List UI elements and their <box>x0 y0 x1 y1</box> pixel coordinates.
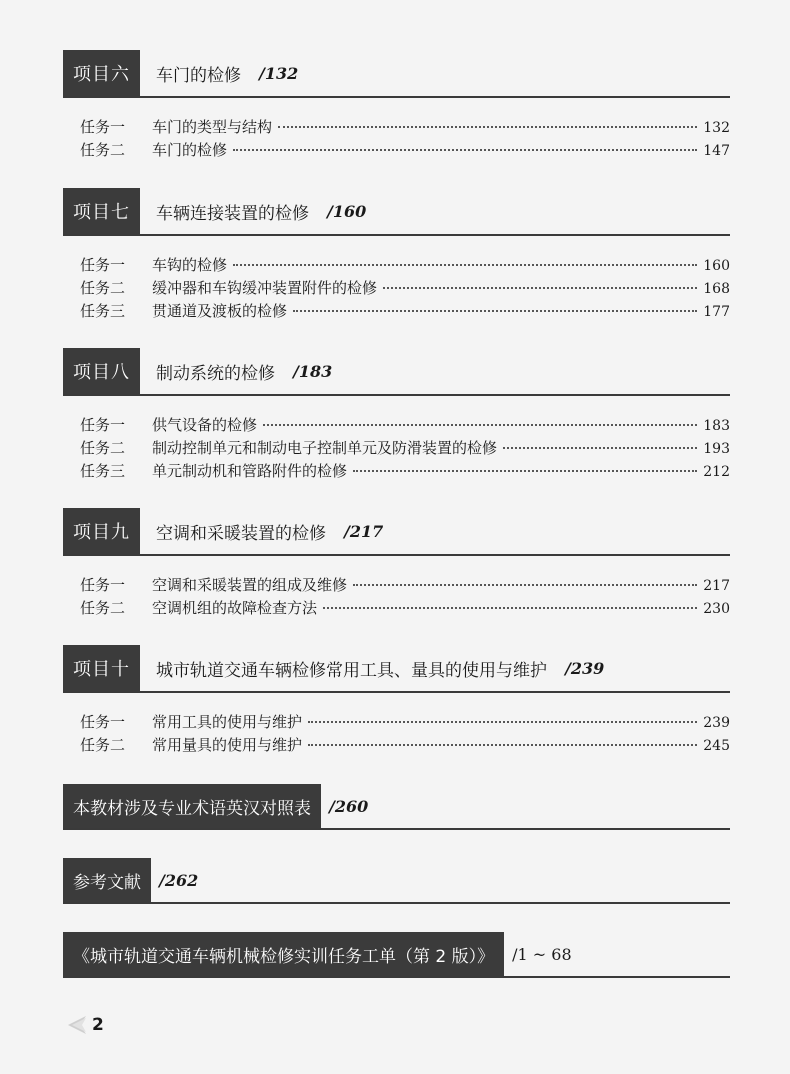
dot-leader <box>263 424 697 426</box>
task-number: 任务二 <box>80 599 126 617</box>
dot-leader <box>353 584 697 586</box>
task-page: 183 <box>703 418 730 434</box>
task-page: 177 <box>703 304 730 320</box>
task-list <box>63 254 730 323</box>
project-header <box>63 50 730 98</box>
appendix-header[interactable] <box>63 784 730 830</box>
task-title: 空调和采暖装置的组成及维修 <box>152 576 348 594</box>
task-page: 212 <box>703 464 730 480</box>
project-title: 车门的检修 <box>156 65 241 86</box>
appendix-glossary <box>63 784 730 830</box>
project-label: 项目九 <box>63 508 140 554</box>
appendix-label: 本教材涉及专业术语英汉对照表 <box>63 784 321 828</box>
project-title: 车辆连接装置的检修 <box>156 203 309 224</box>
task-page: 245 <box>703 738 730 754</box>
task-row[interactable] <box>80 437 730 460</box>
task-list <box>63 414 730 483</box>
task-row[interactable] <box>80 277 730 300</box>
appendix-label: 《城市轨道交通车辆机械检修实训任务工单（第 2 版）》 <box>63 932 504 976</box>
task-page: 160 <box>703 258 730 274</box>
task-number: 任务一 <box>80 416 126 434</box>
task-row[interactable] <box>80 460 730 483</box>
task-number: 任务一 <box>80 576 126 594</box>
task-title: 车门的类型与结构 <box>152 118 273 136</box>
task-row[interactable] <box>80 300 730 323</box>
project-page: /160 <box>327 201 367 221</box>
task-page: 147 <box>703 143 730 159</box>
task-number: 任务三 <box>80 302 126 320</box>
page-footer <box>66 1014 104 1036</box>
task-title: 车钩的检修 <box>152 256 228 274</box>
task-title: 缓冲器和车钩缓冲装置附件的检修 <box>152 279 378 297</box>
project-page: /183 <box>293 361 333 381</box>
project-header <box>63 645 730 693</box>
project-header <box>63 508 730 556</box>
task-list <box>63 711 730 757</box>
project-header <box>63 348 730 396</box>
task-row[interactable] <box>80 139 730 162</box>
task-number: 任务二 <box>80 279 126 297</box>
appendix-label: 参考文献 <box>63 858 151 902</box>
project-title: 城市轨道交通车辆检修常用工具、量具的使用与维护 <box>156 660 547 681</box>
task-title: 常用量具的使用与维护 <box>152 736 303 754</box>
task-title: 供气设备的检修 <box>152 416 258 434</box>
dot-leader <box>383 287 697 289</box>
project-page: /217 <box>344 521 384 541</box>
dot-leader <box>323 607 697 609</box>
dot-leader <box>308 721 697 723</box>
task-row[interactable] <box>80 734 730 757</box>
task-row[interactable] <box>80 711 730 734</box>
task-number: 任务二 <box>80 439 126 457</box>
project-label: 项目十 <box>63 645 140 691</box>
task-number: 任务一 <box>80 118 126 136</box>
project-6 <box>63 50 730 162</box>
task-title: 单元制动机和管路附件的检修 <box>152 462 348 480</box>
task-page: 239 <box>703 715 730 731</box>
project-title: 制动系统的检修 <box>156 363 275 384</box>
page-corner-ornament-icon <box>66 1014 88 1036</box>
project-label: 项目六 <box>63 50 140 96</box>
dot-leader <box>233 264 697 266</box>
dot-leader <box>278 126 697 128</box>
task-title: 空调机组的故障检查方法 <box>152 599 318 617</box>
project-label: 项目七 <box>63 188 140 234</box>
task-number: 任务二 <box>80 736 126 754</box>
task-row[interactable] <box>80 597 730 620</box>
task-number: 任务一 <box>80 256 126 274</box>
appendix-page: /1 ~ 68 <box>512 944 572 964</box>
project-title: 空调和采暖装置的检修 <box>156 523 326 544</box>
task-page: 217 <box>703 578 730 594</box>
task-page: 193 <box>703 441 730 457</box>
dot-leader <box>293 310 697 312</box>
project-7 <box>63 188 730 323</box>
task-list <box>63 116 730 162</box>
task-page: 230 <box>703 601 730 617</box>
task-row[interactable] <box>80 574 730 597</box>
project-9 <box>63 508 730 620</box>
project-label: 项目八 <box>63 348 140 394</box>
appendix-references <box>63 858 730 904</box>
appendix-page: /262 <box>159 870 199 890</box>
dot-leader <box>233 149 697 151</box>
appendix-workbook <box>63 932 730 978</box>
task-row[interactable] <box>80 116 730 139</box>
task-list <box>63 574 730 620</box>
project-page: /239 <box>565 658 605 678</box>
task-title: 车门的检修 <box>152 141 228 159</box>
task-page: 132 <box>703 120 730 136</box>
page-number: 2 <box>92 1015 104 1035</box>
appendix-header[interactable] <box>63 858 730 904</box>
task-page: 168 <box>703 281 730 297</box>
dot-leader <box>503 447 697 449</box>
task-title: 常用工具的使用与维护 <box>152 713 303 731</box>
task-number: 任务二 <box>80 141 126 159</box>
project-8 <box>63 348 730 483</box>
project-page: /132 <box>259 63 299 83</box>
task-number: 任务一 <box>80 713 126 731</box>
task-number: 任务三 <box>80 462 126 480</box>
task-title: 制动控制单元和制动电子控制单元及防滑装置的检修 <box>152 439 498 457</box>
project-header <box>63 188 730 236</box>
task-title: 贯通道及渡板的检修 <box>152 302 288 320</box>
task-row[interactable] <box>80 414 730 437</box>
appendix-header[interactable] <box>63 932 730 978</box>
project-10 <box>63 645 730 757</box>
task-row[interactable] <box>80 254 730 277</box>
dot-leader <box>308 744 697 746</box>
dot-leader <box>353 470 697 472</box>
appendix-page: /260 <box>329 796 369 816</box>
